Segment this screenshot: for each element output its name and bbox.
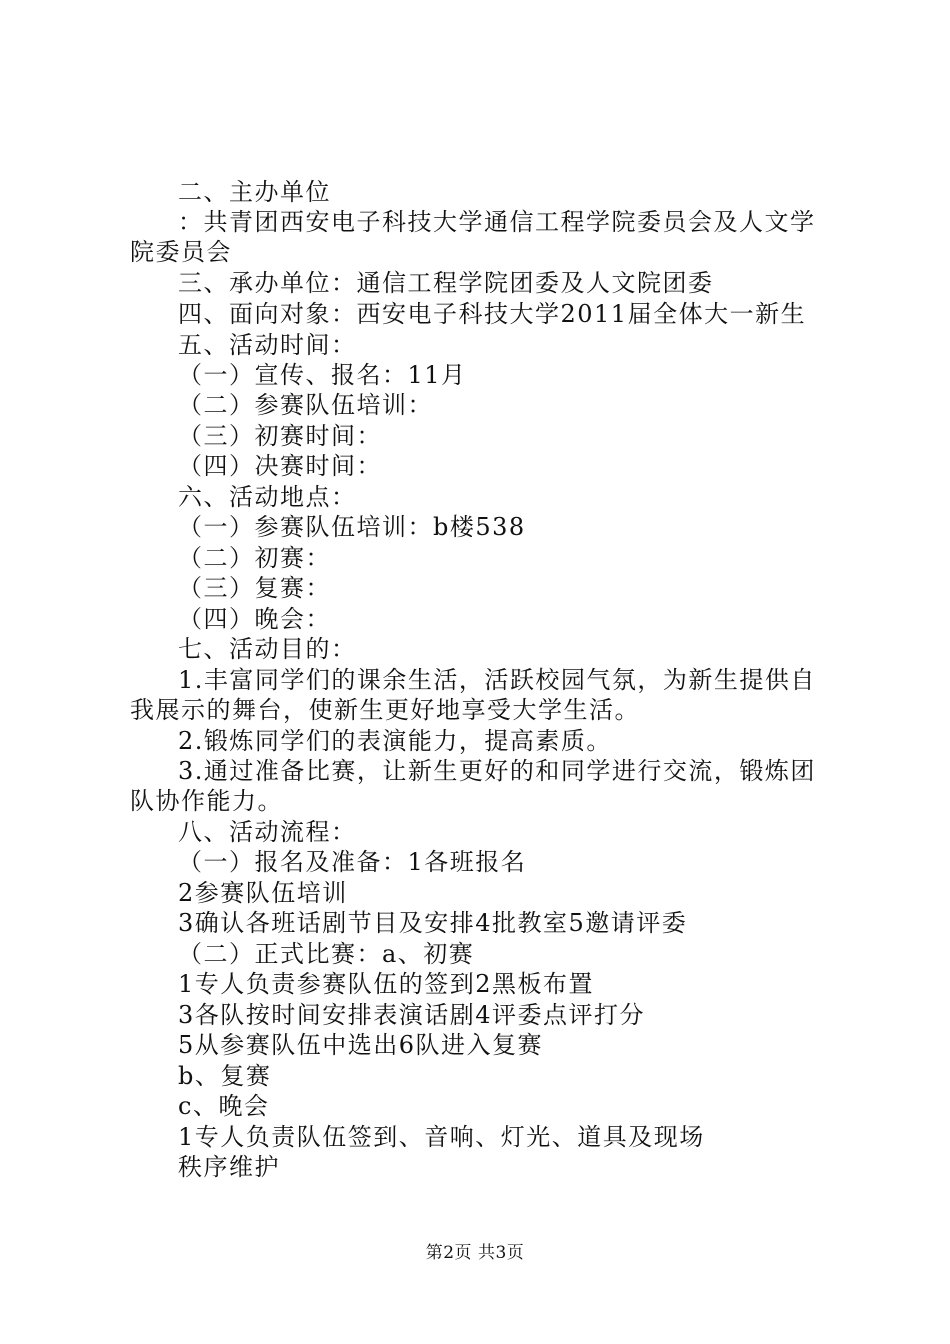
text-line: （四）晚会： [178, 605, 331, 633]
text-line: 院委员会 [130, 238, 232, 266]
text-line: 2参赛队伍培训 [178, 879, 348, 907]
text-line: （一）报名及准备：1各班报名 [178, 848, 527, 876]
text-line: 3.通过准备比赛，让新生更好的和同学进行交流，锻炼团 [178, 757, 816, 785]
text-line: （一）宣传、报名：11月 [178, 361, 467, 389]
text-line: c、晚会 [178, 1092, 270, 1120]
text-line: 1.丰富同学们的课余生活，活跃校园气氛，为新生提供自 [178, 666, 816, 694]
text-line: 七、活动目的： [178, 635, 357, 663]
text-line: 二、主办单位 [178, 178, 331, 206]
text-line: 我展示的舞台，使新生更好地享受大学生活。 [130, 696, 640, 724]
text-line: （一）参赛队伍培训：b楼538 [178, 513, 526, 541]
text-line: 八、活动流程： [178, 818, 357, 846]
text-line: 六、活动地点： [178, 483, 357, 511]
text-line: 1专人负责队伍签到、音响、灯光、道具及现场 [178, 1123, 705, 1151]
text-line: （二）参赛队伍培训： [178, 391, 433, 419]
text-line: 队协作能力。 [130, 787, 283, 815]
page-number-footer: 第2页 共3页 [425, 1243, 525, 1263]
text-line: 5从参赛队伍中选出6队进入复赛 [178, 1031, 544, 1059]
text-line: （四）决赛时间： [178, 452, 382, 480]
text-line: （二）正式比赛：a、初赛 [178, 940, 475, 968]
text-line: 3确认各班话剧节目及安排4批教室5邀请评委 [178, 909, 688, 937]
text-line: 2.锻炼同学们的表演能力，提高素质。 [178, 727, 612, 755]
text-line: 三、承办单位：通信工程学院团委及人文院团委 [178, 269, 714, 297]
text-line: （三）复赛： [178, 574, 331, 602]
text-line: （二）初赛： [178, 544, 331, 572]
text-line: b、复赛 [178, 1062, 272, 1090]
text-line: （三）初赛时间： [178, 422, 382, 450]
text-line: 五、活动时间： [178, 331, 357, 359]
text-line: 秩序维护 [178, 1153, 280, 1181]
text-line: 四、面向对象：西安电子科技大学2011届全体大一新生 [178, 300, 807, 328]
text-line: 1专人负责参赛队伍的签到2黑板布置 [178, 970, 595, 998]
text-line: ：共青团西安电子科技大学通信工程学院委员会及人文学 [178, 208, 816, 236]
text-line: 3各队按时间安排表演话剧4评委点评打分 [178, 1001, 646, 1029]
